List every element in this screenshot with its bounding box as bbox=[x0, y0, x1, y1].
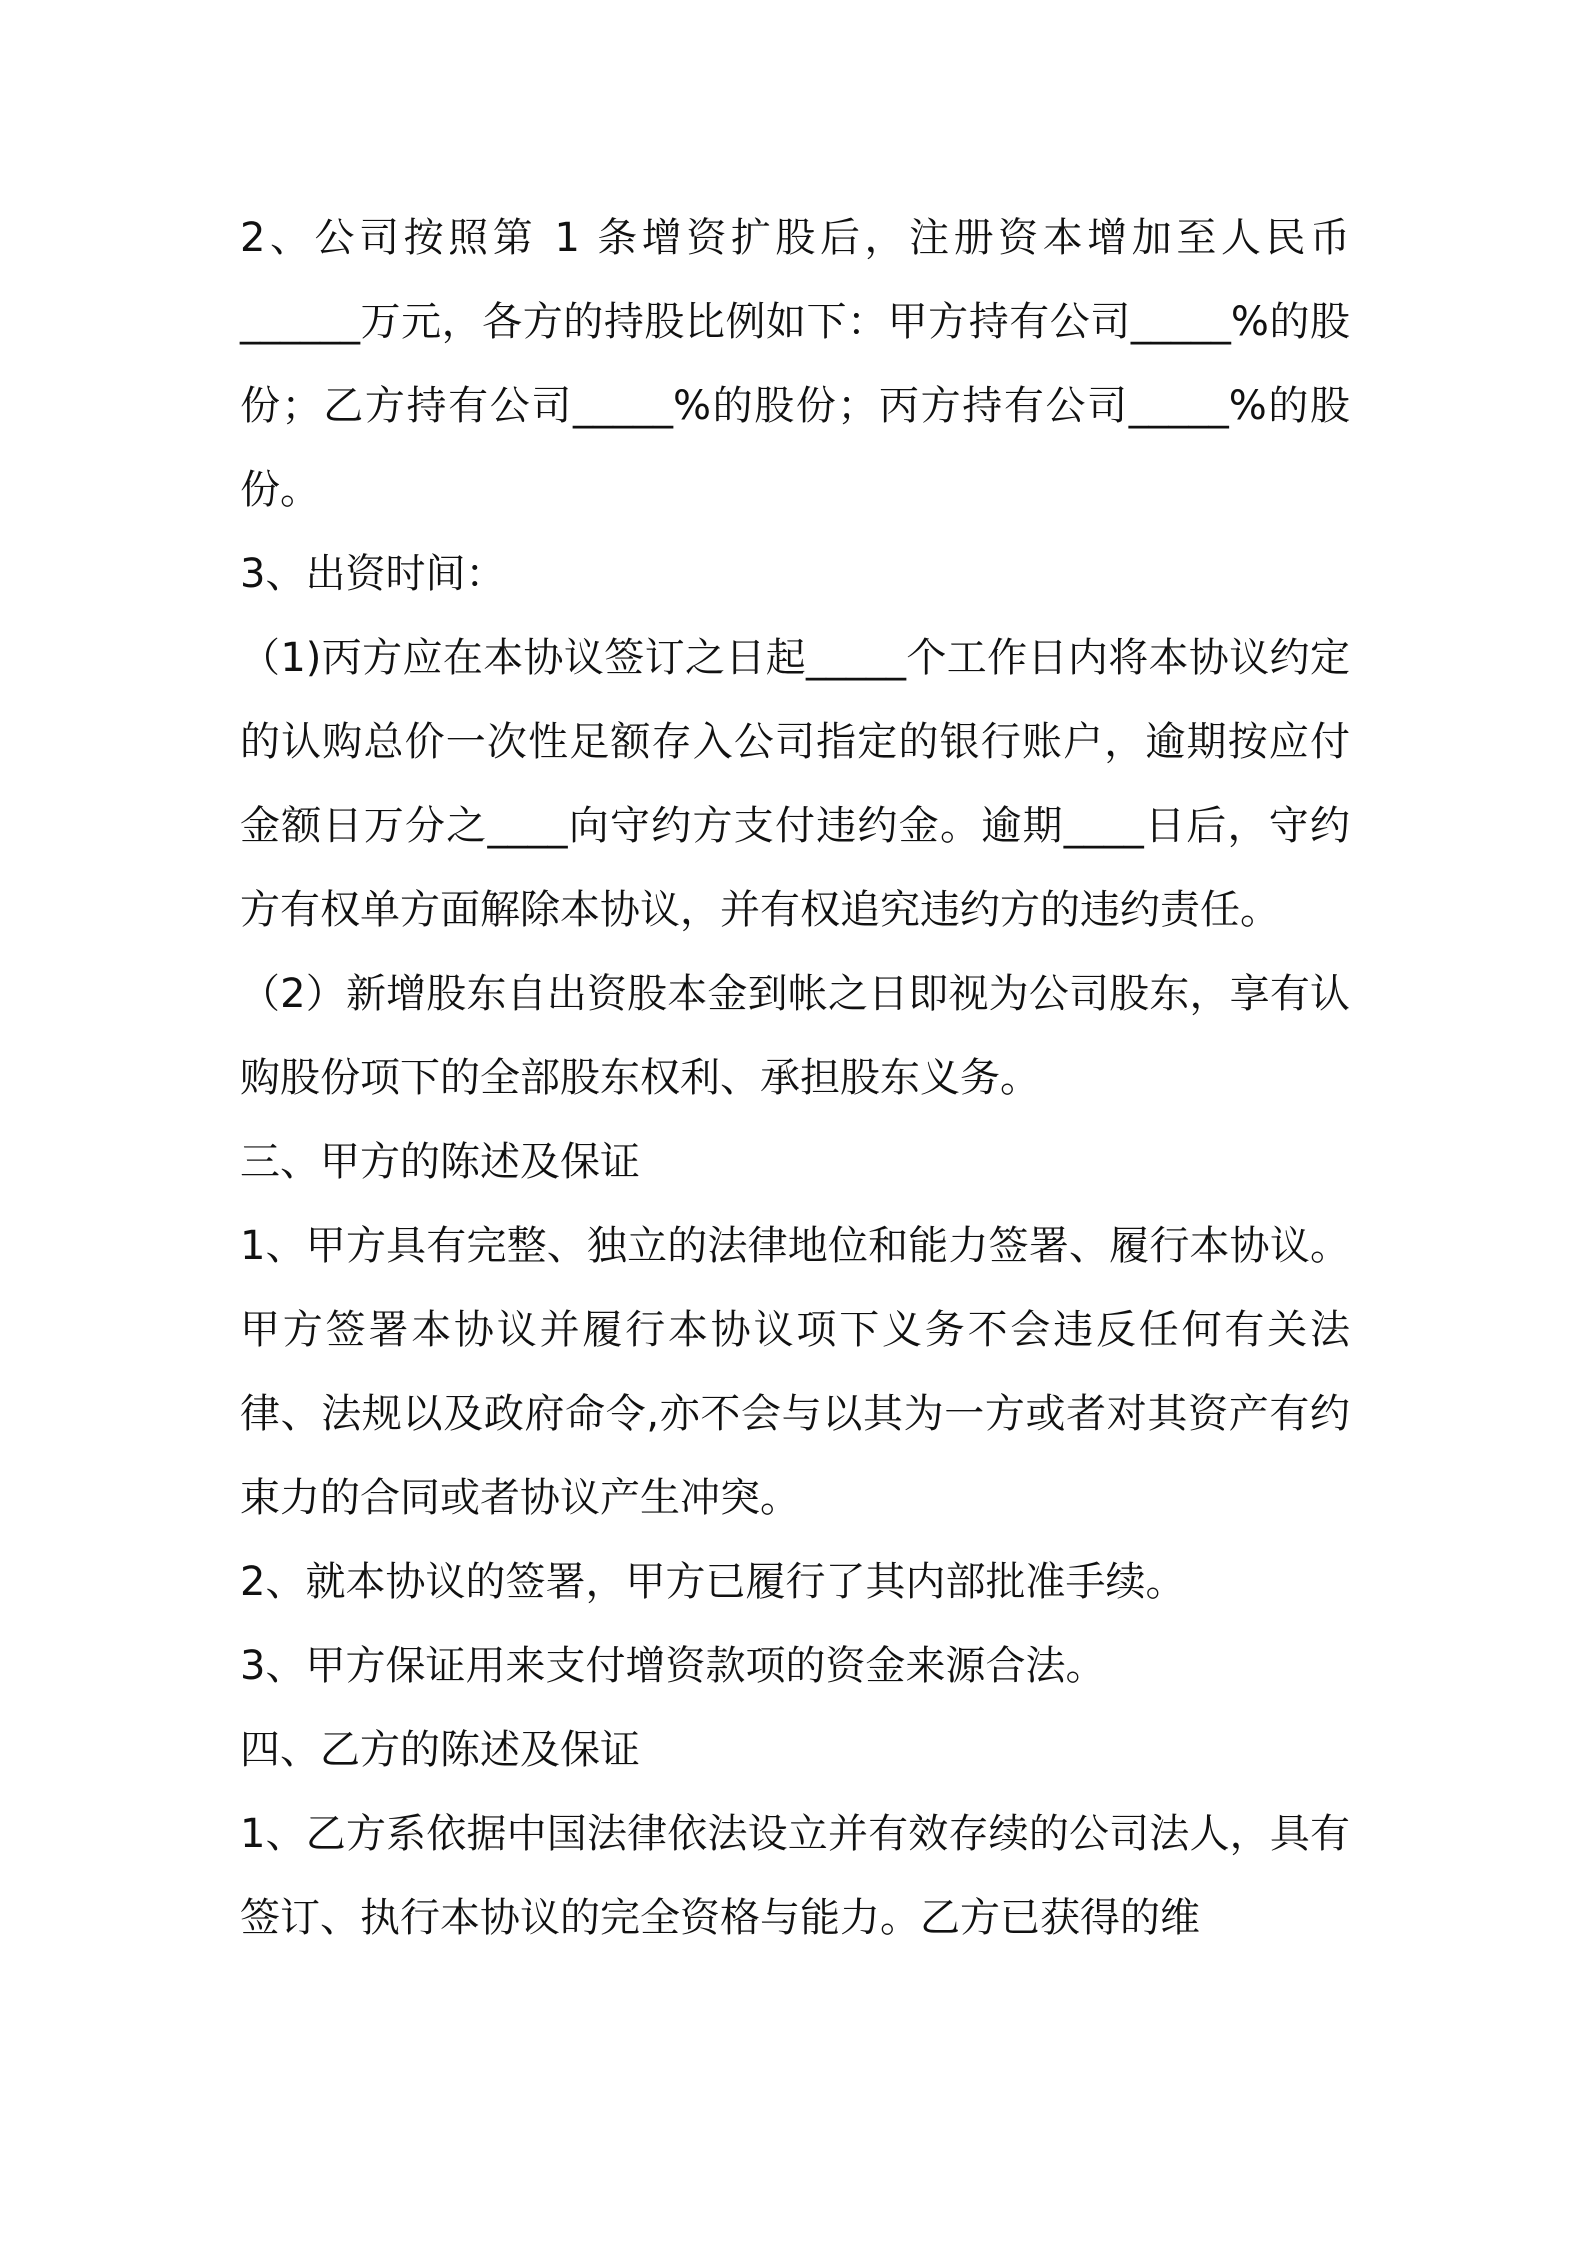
party-b-clause-1: 1、乙方系依据中国法律依法设立并有效存续的公司法人，具有签订、执行本协议的完全资格与能力。乙方已获得的维 bbox=[240, 1811, 1350, 1941]
document-body bbox=[240, 196, 1350, 1960]
section-3-heading: 三、甲方的陈述及保证 bbox=[240, 1139, 640, 1185]
clause-3-heading: 3、出资时间： bbox=[240, 551, 506, 597]
clause-3-2-shareholder-status: （2）新增股东自出资股本金到帐之日即视为公司股东，享有认购股份项下的全部股东权利、承担股东义务。 bbox=[240, 971, 1350, 1101]
section-4-heading: 四、乙方的陈述及保证 bbox=[240, 1727, 640, 1773]
clause-2-registered-capital: 2、公司按照第 1 条增资扩股后，注册资本增加至人民币______万元，各方的持股比例如下：甲方持有公司_____%的股份；乙方持有公司_____%的股份；丙方持有公司_____%的股份。 bbox=[240, 215, 1350, 513]
party-a-clause-1: 1、甲方具有完整、独立的法律地位和能力签署、履行本协议。甲方签署本协议并履行本协议项下义务不会违反任何有关法律、法规以及政府命令,亦不会与以其为一方或者对其资产有约束力的合同或者协议产生冲突。 bbox=[240, 1223, 1350, 1521]
party-a-clause-2: 2、就本协议的签署，甲方已履行了其内部批准手续。 bbox=[240, 1559, 1186, 1605]
clause-3-1-payment: （1)丙方应在本协议签订之日起_____个工作日内将本协议约定的认购总价一次性足额存入公司指定的银行账户，逾期按应付金额日万分之____向守约方支付违约金。逾期____日后，守约方有权单方面解除本协议，并有权追究违约方的违约责任。 bbox=[240, 635, 1350, 933]
party-a-clause-3: 3、甲方保证用来支付增资款项的资金来源合法。 bbox=[240, 1643, 1106, 1689]
